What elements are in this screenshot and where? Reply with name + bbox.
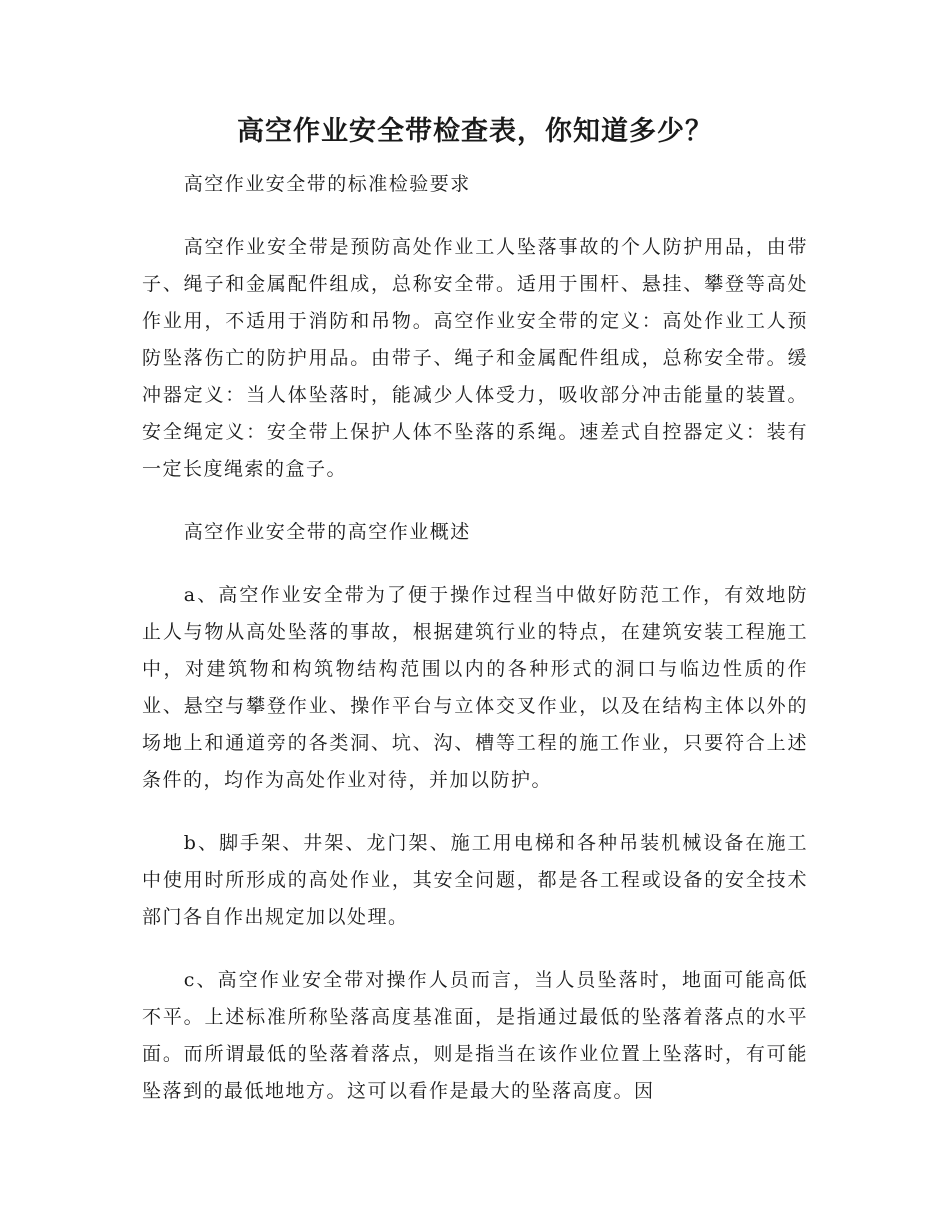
document-body [142, 166, 808, 1136]
paragraph: 高空作业安全带是预防高处作业工人坠落事故的个人防护用品，由带子、绳子和金属配件组成，总称安全带。适用于围杆、悬挂、攀登等高处作业用，不适用于消防和吊物。高空作业安全带的定义：高处作业工人预防坠落伤亡的防护用品。由带子、绳子和金属配件组成，总称安全带。缓冲器定义：当人体坠落时，能减少人体受力，吸收部分冲击能量的装置。安全绳定义：安全带上保护人体不坠落的系绳。速差式自控器定义：装有一定长度绳索的盒子。 [142, 236, 808, 480]
section-heading: 高空作业安全带的标准检验要求 [183, 173, 471, 195]
document-title: 高空作业安全带检查表，你知道多少？ [237, 116, 713, 147]
paragraph: a、高空作业安全带为了便于操作过程当中做好防范工作，有效地防止人与物从高处坠落的事故，根据建筑行业的特点，在建筑安装工程施工中，对建筑物和构筑物结构范围以内的各种形式的洞口与临边性质的作业、悬空与攀登作业、操作平台与立体交叉作业，以及在结构主体以外的场地上和通道旁的各类洞、坑、沟、槽等工程的施工作业，只要符合上述条件的，均作为高处作业对待，并加以防护。 [142, 584, 808, 791]
paragraph: b、脚手架、井架、龙门架、施工用电梯和各种吊装机械设备在施工中使用时所形成的高处作业，其安全问题，都是各工程或设备的安全技术部门各自作出规定加以处理。 [142, 832, 808, 928]
section-heading: 高空作业安全带的高空作业概述 [183, 521, 471, 543]
paragraph: c、高空作业安全带对操作人员而言，当人员坠落时，地面可能高低不平。上述标准所称坠落高度基准面，是指通过最低的坠落着落点的水平面。而所谓最低的坠落着落点，则是指当在该作业位置上坠落时，有可能坠落到的最低地地方。这可以看作是最大的坠落高度。因 [142, 969, 808, 1102]
